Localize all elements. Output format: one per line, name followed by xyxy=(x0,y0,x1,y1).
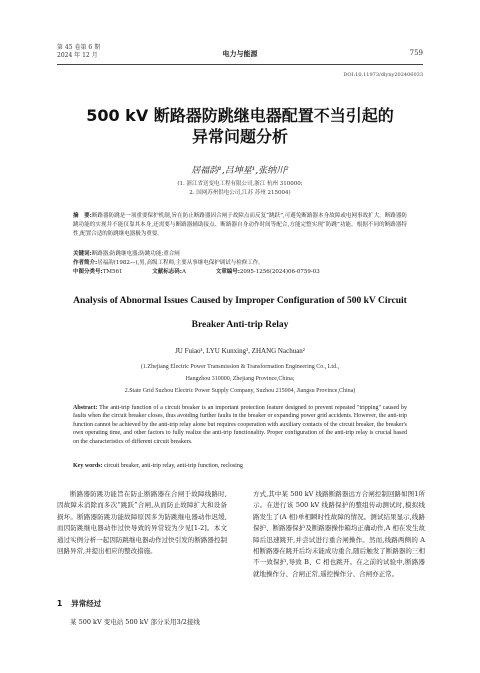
journal-name: 电力与能源 xyxy=(222,50,258,58)
chinese-title-line1: 500 kV 断路器防跳继电器配置不当引起的 xyxy=(86,106,394,125)
english-abstract xyxy=(73,404,407,446)
english-title-line1: Analysis of Abnormal Issues Caused by Improper Configuration of 500 kV Circuit xyxy=(73,296,407,306)
body-left-column xyxy=(57,489,227,557)
chinese-authors: 居福韵¹,吕坤星¹,张纳川² xyxy=(191,166,289,176)
chinese-keywords-label: 关键词: xyxy=(73,251,92,257)
document-code: 文献标志码:A xyxy=(152,269,186,275)
intro-paragraph: 断路器防跳功能旨在防止断路器在合闸于故障线路时,因故障未消除而多次“跳跃”合闸,从而防止故障扩大和设备损坏。断路器防跳功能故障原因多为防跳继电器动作迟缓,而因防跳继电器动作过快导致的异常较为少见[1-2]。本文通过实例分析一起因防跳继电器动作过快引发的断路器控制回路异常,并提出相应的整改措施。 xyxy=(57,490,227,556)
chinese-keywords xyxy=(73,250,407,258)
chinese-keywords-text: 断路器;防跳继电器;防跳功能;重合闸 xyxy=(91,251,180,257)
chinese-title xyxy=(60,105,420,147)
chinese-abstract-text: 断路器防跳是一项重要保护机制,旨在防止断路器因合闸于故障点而反复“跳跃”,可避免断路器本身故障或电网事故扩大。断路器防跳功能的实现并不能仅靠其本身,还需要与断路器辅助接点、断路器自身动作时间等配合,方能完整实现“防跳”功能。根据不同的断路器特性,配置合适的防跳继电器极为重要。 xyxy=(73,213,408,237)
section-heading xyxy=(57,598,101,609)
body-right-column xyxy=(253,489,425,580)
body-left-column-lower xyxy=(57,617,227,628)
section-paragraph-continued: 方式,其中某 500 kV 线路断路器远方合闸控制回路如图1所示。在进行该 500 kV 线路保护的整组传动测试时,模拟线路发生了(A 相)单相瞬时性故障的情况。测试结果显示,线路保护、断路器保护及断路器操作箱均正确动作,A 相在发生故障后迅速跳开,并尝试进行重合闸操作。然而,线路两侧的 A 相断路器在跳开后均未能成功重合,随后触发了断路器的三相不一致保护,导致 B、C 相也跳开。在之前的试验中,断路器就地操作分、合闸正常,遥控操作分、合闸亦正常。 xyxy=(253,490,425,578)
chinese-title-line2: 异常问题分析 xyxy=(191,127,288,146)
english-abstract-label: Abstract: xyxy=(73,405,98,411)
page-number: 759 xyxy=(409,49,423,57)
chinese-affiliation-1: (1. 浙江省送变电工程有限公司,浙江 杭州 310000; xyxy=(177,181,303,187)
english-affiliation-1: (1.Zhejiang Electric Power Transmission & Transformation Engineering Co., Ltd., xyxy=(140,364,340,370)
section-number: 1 xyxy=(57,599,63,608)
doi: DOI:10.11973/dlyny202406033 xyxy=(343,72,423,78)
english-keywords xyxy=(73,462,407,470)
english-title xyxy=(60,289,420,337)
section-title: 异常经过 xyxy=(71,599,102,608)
chinese-affiliations xyxy=(60,180,420,198)
chinese-abstract xyxy=(73,212,407,239)
english-affiliation-3: 2.State Grid Suzhou Electric Power Supply Company, Suzhou 215004, Jiangsu Province,China) xyxy=(124,388,356,394)
class-number: 中图分类号:TM561 xyxy=(73,269,123,275)
date-line: 2024 年 12 月 xyxy=(57,52,98,59)
header-rule xyxy=(57,64,423,65)
english-authors: JU Fuiao¹, LYU Kunxing¹, ZHANG Nachuan² xyxy=(175,347,305,355)
author-biography xyxy=(73,259,407,267)
author-biography-text: 居福韵(1982—),男,高级工程师,主要从事继电保护调试与检修工作。 xyxy=(97,260,264,266)
author-biography-label: 作者简介: xyxy=(73,260,98,266)
article-number: 文章编号:2095-1256(2024)06-0759-03 xyxy=(215,269,320,275)
english-abstract-text: The anti-trip function of a circuit breaker is an important protection feature designed to prevent repeated "tripping" caused by faults when the circuit breaker closes, thus avoiding further faults in the breaker or expanding power grid accidents. However, the anti-trip function cannot be achieved by the anti-trip relay alone but requires cooperation with auxiliary contacts of the circuit breaker, the breaker's own operating time, and other factors to fully realize the anti-trip functionality. Proper configuration of the anti-trip relay is crucial based on the characteristics of different circuit breakers. xyxy=(73,405,407,445)
chinese-affiliation-2: 2. 国网苏州供电公司,江苏 苏州 215004) xyxy=(189,190,291,196)
english-title-line2: Breaker Anti-trip Relay xyxy=(191,320,289,330)
chinese-abstract-label: 摘 要: xyxy=(73,213,92,219)
english-keywords-text: circuit breaker, anti-trip relay, anti-trip function, reclosing xyxy=(104,463,243,469)
classification-line xyxy=(73,268,407,276)
journal-issue-info xyxy=(57,44,100,60)
section-paragraph-start: 某 500 kV 变电站 500 kV 部分采用3/2接线 xyxy=(70,618,200,626)
english-keywords-label: Key words: xyxy=(73,463,103,469)
english-affiliation-2: Hangzhou 310000, Zhejiang Province,China; xyxy=(185,376,295,382)
volume-line: 第 45 卷第 6 期 xyxy=(57,44,101,51)
english-affiliations xyxy=(60,361,420,397)
